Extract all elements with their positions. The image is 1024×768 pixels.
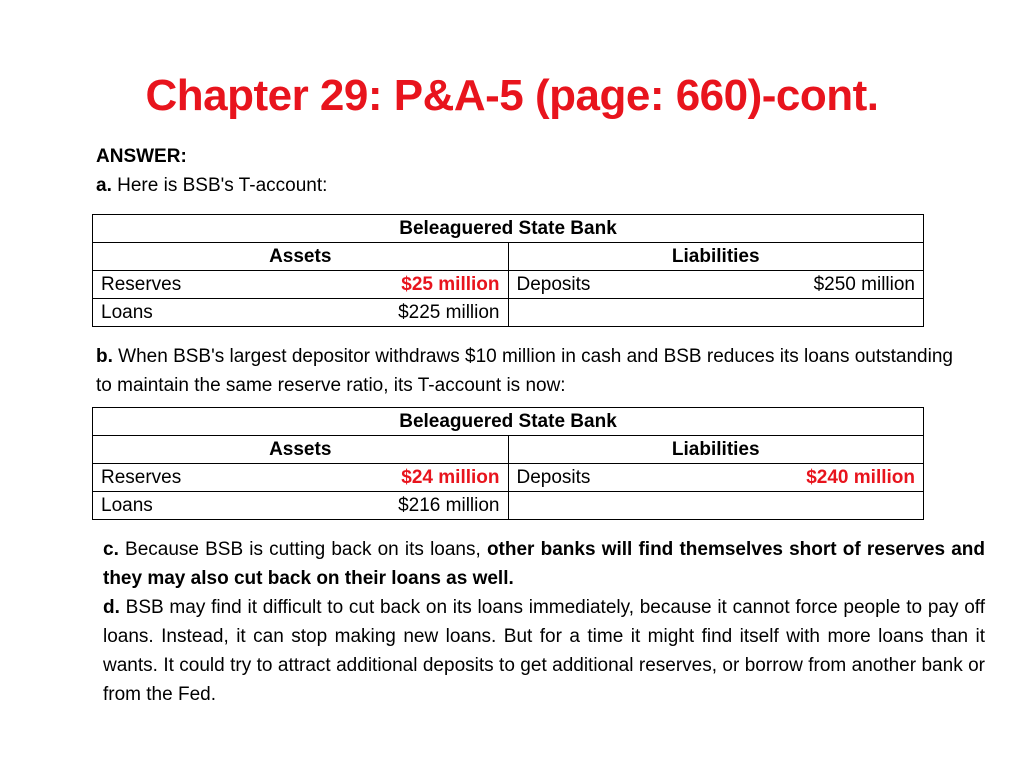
asset-cell [93,271,509,299]
part-d-paragraph [103,593,985,709]
liabilities-header: Liabilities [508,436,924,464]
table-row [93,492,924,520]
asset-value: $216 million [398,495,500,516]
table-row [93,464,924,492]
asset-cell [93,492,509,520]
part-c-paragraph [103,535,985,593]
parts-c-d-block [103,535,985,709]
slide-title: Chapter 29: P&A-5 (page: 660)-cont. [145,71,879,120]
part-c-letter: c. [103,539,119,560]
liability-value: $240 million [806,467,915,488]
part-a-text [96,171,327,200]
liabilities-header: Liabilities [508,243,924,271]
answer-label: ANSWER: [96,146,187,167]
asset-value: $24 million [401,467,500,488]
bank-name-header: Beleaguered State Bank [93,408,924,436]
asset-value: $225 million [398,302,500,323]
liability-label: Deposits [516,274,591,295]
liability-cell [508,464,924,492]
part-c-emphasis: other banks will find themselves short of reserves and they may also cut back on their loans as well. [103,539,985,589]
liability-value: $250 million [813,274,915,295]
table-row [93,271,924,299]
part-b-text [96,342,956,400]
part-a-letter: a. [96,175,112,196]
asset-label: Reserves [101,467,182,488]
t-account-table-initial [92,214,924,327]
liability-label: Deposits [516,467,591,488]
liability-cell [508,271,924,299]
table-row [93,299,924,327]
t-account-table-after [92,407,924,520]
asset-cell [93,464,509,492]
assets-header: Assets [93,243,509,271]
asset-label: Reserves [101,274,182,295]
asset-label: Loans [101,302,153,323]
asset-cell [93,299,509,327]
part-b-letter: b. [96,346,113,367]
bank-name-header: Beleaguered State Bank [93,215,924,243]
assets-header: Assets [93,436,509,464]
liability-cell [508,299,924,327]
part-a-body: Here is BSB's T-account: [111,175,328,196]
part-b-body: When BSB's largest depositor withdraws $10 million in cash and BSB reduces its loans outstanding to maintain the same reserve ratio, its T-account is now: [96,346,953,396]
asset-label: Loans [101,495,153,516]
part-d-letter: d. [103,597,120,618]
part-c-body: Because BSB is cutting back on its loans, [118,539,487,560]
asset-value: $25 million [401,274,500,295]
liability-cell [508,492,924,520]
part-d-body: BSB may find it difficult to cut back on its loans immediately, because it cannot force people to pay off loans. Instead, it can stop making new loans. But for a time it might find itself with more loans than it wants. It could try to attract additional deposits to get additional reserves, or borrow from another bank or from the Fed. [103,597,985,705]
